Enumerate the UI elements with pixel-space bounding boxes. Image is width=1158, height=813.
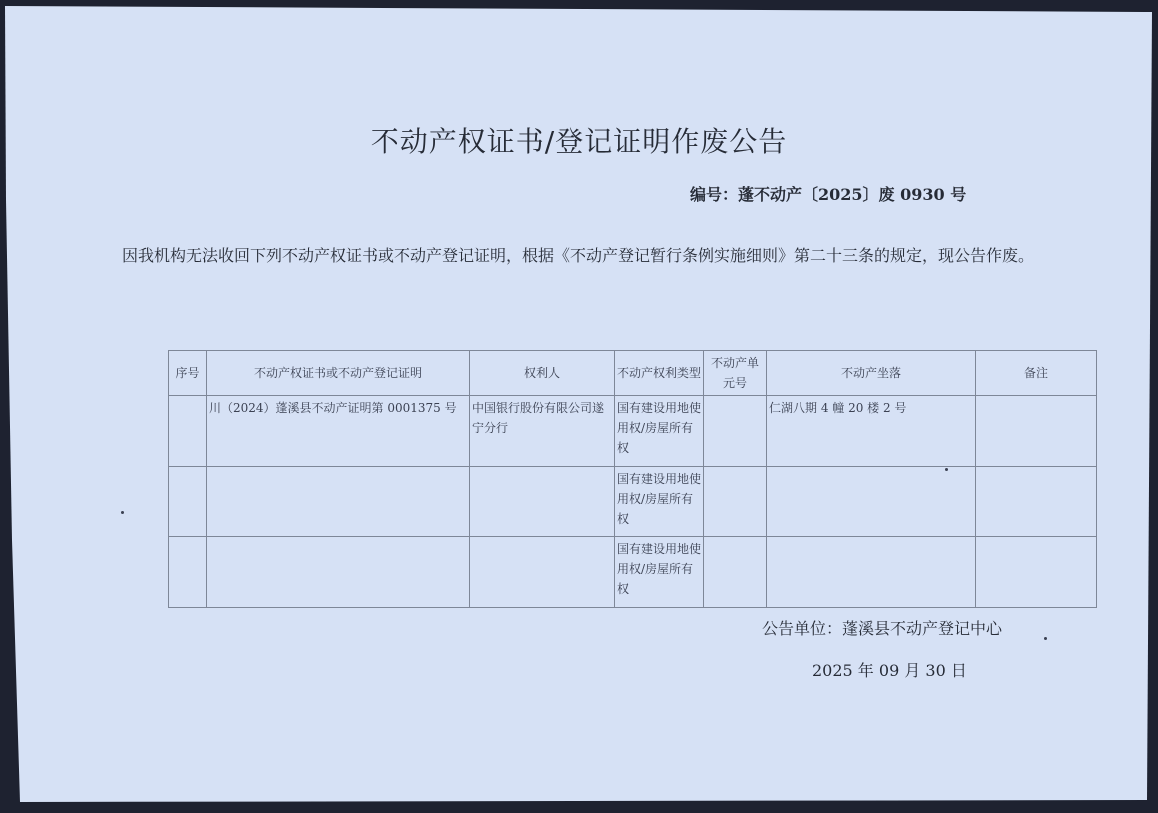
speck-mark xyxy=(945,468,948,471)
header-right-holder: 权利人 xyxy=(470,351,615,396)
cell-certificate: 川（2024）蓬溪县不动产证明第 0001375 号 xyxy=(207,396,470,467)
cell-right-holder xyxy=(470,537,615,608)
table-row xyxy=(169,537,1097,608)
cell-location xyxy=(767,466,976,537)
cell-location xyxy=(767,537,976,608)
cell-index xyxy=(169,537,207,608)
header-index: 序号 xyxy=(169,351,207,396)
notice-title: 不动产权证书/登记证明作废公告 xyxy=(370,125,788,158)
speck-mark xyxy=(121,511,124,514)
speck-mark xyxy=(1044,637,1047,640)
issue-date: 2025 年 09 月 30 日 xyxy=(812,661,967,680)
void-certificate-table xyxy=(168,350,1097,608)
cell-right-holder xyxy=(470,466,615,537)
table-row xyxy=(169,396,1097,467)
header-certificate: 不动产权证书或不动产登记证明 xyxy=(207,351,470,396)
cell-unit-number xyxy=(704,466,767,537)
cell-unit-number xyxy=(704,396,767,467)
cell-right-type: 国有建设用地使用权/房屋所有权 xyxy=(615,466,704,537)
cell-certificate xyxy=(207,466,470,537)
header-right-type: 不动产权利类型 xyxy=(615,351,704,396)
notice-body: 因我机构无法收回下列不动产权证书或不动产登记证明，根据《不动产登记暂行条例实施细则》第二十三条的规定，现公告作废。 xyxy=(122,246,1035,265)
cell-right-type: 国有建设用地使用权/房屋所有权 xyxy=(615,396,704,467)
cell-remarks xyxy=(976,396,1097,467)
cell-right-type: 国有建设用地使用权/房屋所有权 xyxy=(615,537,704,608)
header-location: 不动产坐落 xyxy=(767,351,976,396)
issuing-unit: 公告单位：蓬溪县不动产登记中心 xyxy=(762,619,1003,638)
header-remarks: 备注 xyxy=(976,351,1097,396)
document-number: 编号：蓬不动产〔2025〕废 0930 号 xyxy=(690,185,967,204)
table-row xyxy=(169,466,1097,537)
cell-right-holder: 中国银行股份有限公司遂宁分行 xyxy=(470,396,615,467)
cell-certificate xyxy=(207,537,470,608)
table-header-row xyxy=(169,351,1097,396)
header-unit-number: 不动产单元号 xyxy=(704,351,767,396)
cell-index xyxy=(169,396,207,467)
cell-location: 仁湖八期 4 幢 20 楼 2 号 xyxy=(767,396,976,467)
cell-index xyxy=(169,466,207,537)
cell-unit-number xyxy=(704,537,767,608)
cell-remarks xyxy=(976,466,1097,537)
cell-remarks xyxy=(976,537,1097,608)
